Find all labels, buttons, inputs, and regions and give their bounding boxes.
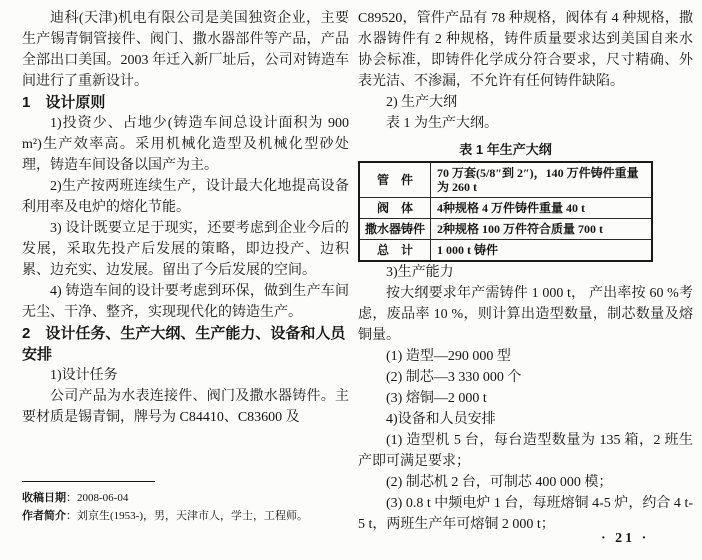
row-label: 管 件 bbox=[359, 162, 431, 198]
right-column bbox=[358, 8, 693, 535]
outline-reference: 表 1 为生产大纲。 bbox=[386, 116, 498, 131]
design-principle-2: 2)生产按两班连续生产，设计最大化地提高设备利用率及电炉的熔化节能。 bbox=[22, 179, 349, 215]
design-principle-4: 4) 铸造车间的设计要考虑到环保，做到生产车间无尘、干净、整齐，实现现代化的铸造生产。 bbox=[22, 284, 349, 320]
row-value: 2种规格 100 万件符合质量 700 t bbox=[431, 219, 653, 240]
row-label: 总 计 bbox=[359, 240, 431, 262]
row-label: 阀 体 bbox=[359, 198, 431, 219]
table-row bbox=[359, 219, 652, 240]
section-2-heading bbox=[22, 323, 349, 365]
capacity-item-2: (2) 制芯—3 330 000 个 bbox=[386, 370, 522, 385]
received-date-label: 收稿日期 bbox=[22, 492, 66, 504]
row-label: 撒水器铸件 bbox=[359, 219, 431, 240]
author-bio-line bbox=[22, 507, 352, 525]
footnote-block bbox=[22, 481, 352, 525]
left-column bbox=[22, 8, 349, 428]
section-1-title: 设计原则 bbox=[45, 94, 106, 111]
equipment-subheading: 4)设备和人员安排 bbox=[386, 412, 496, 427]
page-number: · 21 · bbox=[601, 531, 650, 546]
production-outline-table bbox=[358, 161, 653, 262]
design-principle-3: 3) 设计既要立足于现实，还要考虑到企业今后的发展，采取先投产后发展的策略，即边投产、边积累、边充实、边发展。留出了今后发展的空间。 bbox=[22, 221, 349, 278]
capacity-paragraph: 按大纲要求年产需铸件 1 000 t， 产出率按 60 %考虑，废品率 10 %，则计算出造型数量，制芯数量及熔铜量。 bbox=[358, 286, 693, 343]
footnote-divider bbox=[22, 481, 155, 482]
table-row bbox=[359, 198, 652, 219]
row-value: 70 万套(5/8″到 2″)，140 万件铸件重量为 260 t bbox=[431, 162, 653, 198]
outline-subheading: 2) 生产大纲 bbox=[386, 95, 458, 110]
equipment-item-1: (1) 造型机 5 台，每台造型数量为 135 箱，2 班生产即可满足要求； bbox=[358, 433, 693, 469]
table-caption: 表 1 年生产大纲 bbox=[459, 142, 552, 157]
capacity-item-3: (3) 熔铜—2 000 t bbox=[386, 391, 487, 406]
equipment-item-3: (3) 0.8 t 中频电炉 1 台，每班熔铜 4-5 炉，约合 4 t-5 t，两班生产年可熔铜 2 000 t； bbox=[358, 496, 693, 532]
received-date-line bbox=[22, 489, 352, 507]
section-1-number: 1 bbox=[22, 94, 31, 111]
row-value: 4种规格 4 万件铸件重量 40 t bbox=[431, 198, 653, 219]
capacity-item-1: (1) 造型—290 000 型 bbox=[386, 349, 511, 364]
design-principle-1: 1)投资少、占地少(铸造车间总设计面积为 900 m²)生产效率高。采用机械化造型及机械化型砂处理，铸造车间设备以国产为主。 bbox=[22, 116, 349, 173]
section-2-number: 2 bbox=[22, 325, 31, 342]
author-bio-label: 作者简介 bbox=[22, 510, 66, 522]
continued-paragraph: C89520，管件产品有 78 种规格，阀体有 4 种规格，撒水器铸件有 2 种规格，铸件质量要求达到美国自来水协会标准，即铸件化学成分符合要求，尺寸精确、外表光洁、不渗漏，不允许有任何铸件缺陷。 bbox=[358, 11, 693, 89]
intro-paragraph: 迪科(天津)机电有限公司是美国独资企业，主要生产锡青铜管接件、阀门、撒水器部件等产品，产品全部出口美国。2003 年迁入新厂址后，公司对铸造车间进行了重新设计。 bbox=[22, 11, 349, 89]
task-paragraph: 公司产品为水表连接件、阀门及撒水器铸件。主要材质是锡青铜，牌号为 C84410、C83600 及 bbox=[22, 389, 349, 425]
equipment-item-2: (2) 制芯机 2 台，可制芯 400 000 模； bbox=[386, 475, 613, 490]
author-bio-value: ：刘京生(1953-)，男，天津市人，学士，工程师。 bbox=[66, 510, 308, 522]
table-row bbox=[359, 240, 652, 262]
section-1-heading bbox=[22, 92, 349, 113]
task-subheading: 1)设计任务 bbox=[50, 368, 118, 383]
table-row bbox=[359, 162, 652, 198]
received-date-value: ：2008-06-04 bbox=[66, 492, 129, 504]
row-value: 1 000 t 铸件 bbox=[431, 240, 653, 262]
section-2-title: 设计任务、生产大纲、生产能力、设备和人员安排 bbox=[22, 325, 346, 363]
capacity-subheading: 3)生产能力 bbox=[386, 265, 454, 280]
